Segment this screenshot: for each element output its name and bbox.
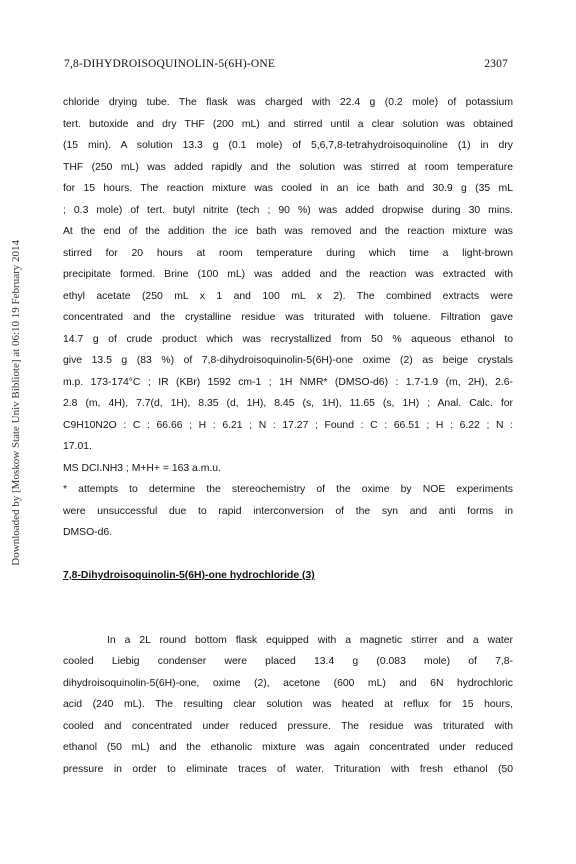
- text-line: concentrated and the crystalline residue was triturated with toluene. Filtration gave: [63, 312, 513, 323]
- paragraph-hydrochloride-preparation: [63, 630, 513, 781]
- section-heading: 7,8-Dihydroisoquinolin-5(6H)-one hydrochloride (3): [63, 570, 315, 581]
- text-line: ethyl acetate (250 mL x 1 and 100 mL x 2). The combined extracts were: [63, 290, 513, 302]
- page-body: [63, 92, 513, 780]
- text-line: precipitate formed. Brine (100 mL) was added and the reaction was extracted with: [63, 269, 513, 280]
- spacer: [63, 587, 513, 609]
- text-line: ; 0.3 mole) of tert. butyl nitrite (tech ; 90 %) was added dropwise during 30 mins.: [63, 204, 513, 216]
- footnote-line: * attempts to determine the stereochemistry of the oxime by NOE experiments: [63, 484, 513, 495]
- text-line: cooled and concentrated under reduced pressure. The residue was triturated with: [63, 720, 513, 732]
- footnote-line: DMSO-d6.: [63, 527, 113, 538]
- text-line: 17.01.: [63, 441, 92, 452]
- text-line: for 15 hours. The reaction mixture was cooled in an ice bath and 30.9 g (35 mL: [63, 183, 513, 194]
- mass-spec-line: MS DCI.NH3 ; M+H+ = 163 a.m.u.: [63, 462, 221, 474]
- running-header: [64, 58, 508, 70]
- text-line: stirred for 20 hours at room temperature during which time a light-brown: [63, 247, 513, 259]
- text-line: 2.8 (m, 4H), 7.7(d, 1H), 8.35 (d, 1H), 8.45 (s, 1H), 11.65 (s, 1H) ; Anal. Calc. for: [63, 398, 513, 409]
- text-line: chloride drying tube. The flask was charged with 22.4 g (0.2 mole) of potassium: [63, 97, 513, 108]
- text-line: dihydroisoquinolin-5(6H)-one, oxime (2), acetone (600 mL) and 6N hydrochloric: [63, 677, 513, 689]
- text-line: m.p. 173-174°C ; IR (KBr) 1592 cm-1 ; 1H NMR* (DMSO-d6) : 1.7-1.9 (m, 2H), 2.6-: [63, 376, 513, 388]
- text-line: (15 min). A solution 13.3 g (0.1 mole) of 5,6,7,8-tetrahydroisoquinoline (1) in dry: [63, 140, 513, 151]
- text-line: C9H10N2O : C : 66.66 ; H : 6.21 ; N : 17.27 ; Found : C : 66.51 ; H : 6.22 ; N :: [63, 419, 513, 431]
- text-line: At the end of the addition the ice bath was removed and the reaction mixture was: [63, 226, 513, 237]
- text-line: give 13.5 g (83 %) of 7,8-dihydroisoquinolin-5(6H)-one oxime (2) as beige crystals: [63, 355, 513, 366]
- text-line: acid (240 mL). The resulting clear solution was heated at reflux for 15 hours,: [63, 699, 513, 710]
- spacer: [63, 608, 513, 630]
- footnote: [63, 479, 513, 544]
- text-line: tert. butoxide and dry THF (200 mL) and stirred until a clear solution was obtained: [63, 118, 513, 130]
- download-watermark-text: Downloaded by [Moskow State Univ Bibliote] at 06:10 19 February 2014: [10, 240, 22, 566]
- text-line: 14.7 g of crude product which was recrystallized from 50 % aqueous ethanol to: [63, 333, 513, 345]
- footnote-line: were unsuccessful due to rapid interconversion of the syn and anti forms in: [63, 505, 513, 517]
- running-title: 7,8-DIHYDROISOQUINOLIN-5(6H)-ONE: [64, 58, 276, 70]
- text-line: In a 2L round bottom flask equipped with a magnetic stirrer and a water: [107, 634, 513, 646]
- text-line: pressure in order to eliminate traces of water. Trituration with fresh ethanol (50: [63, 763, 513, 775]
- spacer: [63, 544, 513, 566]
- paragraph-oxime-preparation: [63, 92, 513, 458]
- download-watermark: [10, 240, 24, 680]
- page-number: 2307: [484, 58, 508, 70]
- text-line: cooled Liebig condenser were placed 13.4 g (0.083 mole) of 7,8-: [63, 656, 513, 667]
- text-line: THF (250 mL) was added rapidly and the solution was stirred at room temperature: [63, 161, 513, 173]
- text-line: ethanol (50 mL) and the ethanolic mixture was again concentrated under reduced: [63, 742, 513, 753]
